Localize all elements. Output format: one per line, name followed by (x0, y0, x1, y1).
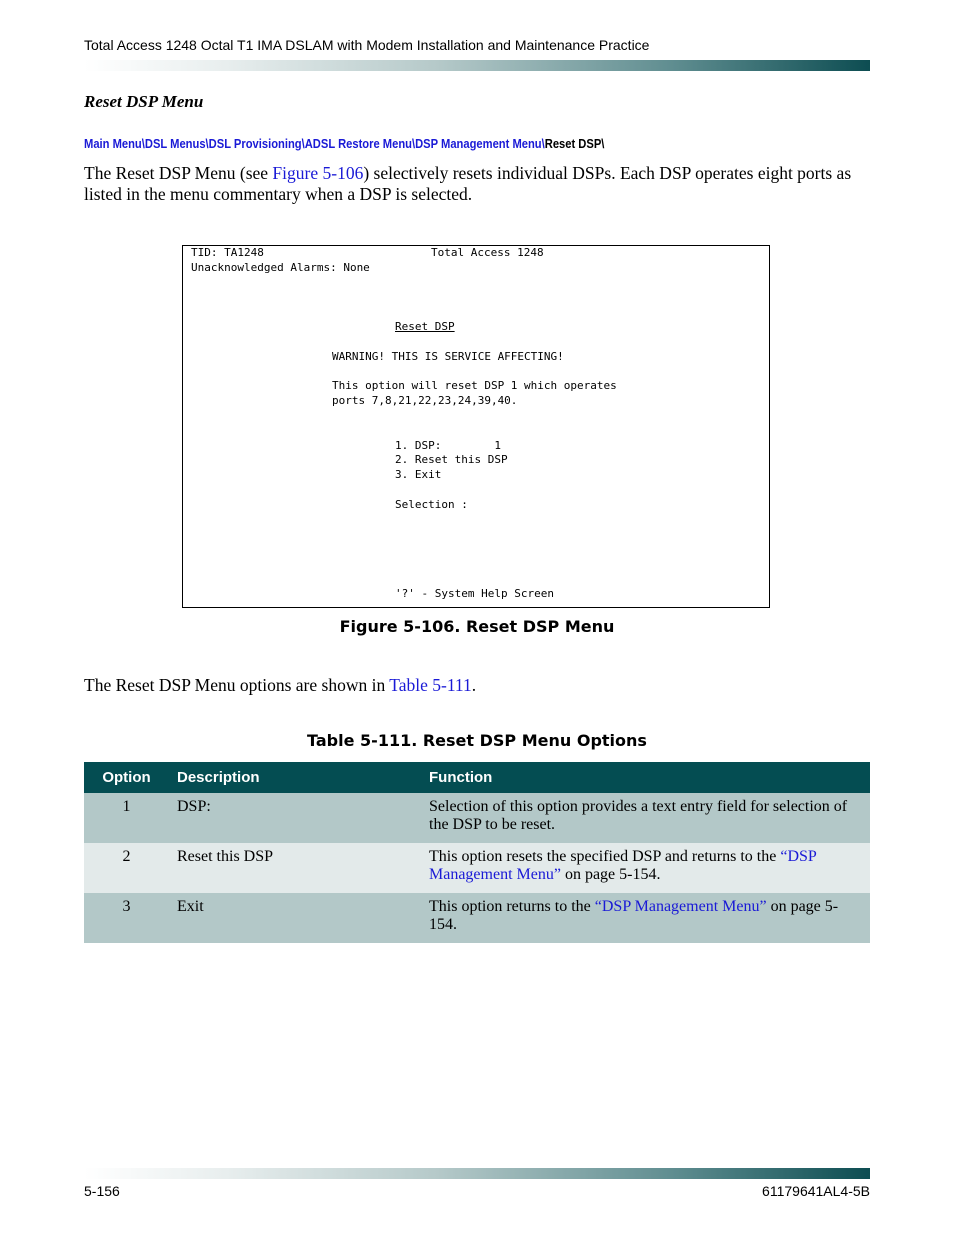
terminal-selection-prompt[interactable]: Selection : (395, 498, 468, 511)
table-reference-link[interactable]: Table 5-111 (389, 675, 472, 695)
breadcrumb-current: Reset DSP\ (544, 136, 605, 151)
table-caption: Table 5-111. Reset DSP Menu Options (307, 731, 647, 750)
breadcrumb-link-dsp-management-menu[interactable]: DSP Management Menu\ (415, 136, 545, 151)
breadcrumb-link-main-menu[interactable]: Main Menu\ (84, 136, 145, 151)
cell-description: Exit (169, 893, 421, 943)
terminal-warning: WARNING! THIS IS SERVICE AFFECTING! (332, 350, 564, 363)
table-row (84, 793, 870, 843)
cell-description: DSP: (169, 793, 421, 843)
header-rule-bar (84, 60, 870, 71)
figure-reference-link[interactable]: Figure 5-106 (272, 163, 364, 183)
table-header-row (84, 762, 870, 793)
terminal-alarms: Unacknowledged Alarms: None (191, 261, 370, 274)
options-intro-paragraph (84, 675, 874, 696)
breadcrumb (84, 136, 604, 151)
terminal-system-name: Total Access 1248 (431, 246, 544, 259)
intro-text-before: The Reset DSP Menu (see (84, 163, 273, 183)
function-text: Selection of this option provides a text entry field for selection of the DSP to be reset. (429, 798, 848, 833)
breadcrumb-link-adsl-restore-menu[interactable]: ADSL Restore Menu\ (304, 136, 416, 151)
column-header-description: Description (169, 762, 421, 793)
cell-option: 2 (84, 843, 169, 893)
options-intro-before: The Reset DSP Menu options are shown in (84, 675, 390, 695)
terminal-menu-title: Reset DSP (395, 320, 455, 333)
figure-caption: Figure 5-106. Reset DSP Menu (339, 617, 615, 636)
terminal-option-dsp[interactable]: 1. DSP: 1 (395, 439, 501, 452)
function-text-after: on page 5-154. (429, 898, 839, 933)
cell-function (421, 793, 870, 843)
terminal-tid: TID: TA1248 (191, 246, 264, 259)
terminal-screen (182, 245, 770, 608)
table-row (84, 843, 870, 893)
function-text-after: on page 5-154. (560, 866, 661, 883)
terminal-option-exit[interactable]: 3. Exit (395, 468, 442, 481)
intro-paragraph (84, 163, 874, 205)
cell-option: 3 (84, 893, 169, 943)
dsp-management-menu-link[interactable]: “DSP Management Menu” (594, 898, 767, 915)
terminal-info-line-2: ports 7,8,21,22,23,24,39,40. (332, 394, 518, 407)
dsp-management-menu-link[interactable]: “DSP Management Menu” (429, 848, 817, 883)
function-text: This option resets the specified DSP and returns to the (429, 848, 781, 865)
cell-description: Reset this DSP (169, 843, 421, 893)
terminal-info-line-1: This option will reset DSP 1 which operates (332, 379, 617, 392)
terminal-option-reset[interactable]: 2. Reset this DSP (395, 453, 508, 466)
section-title: Reset DSP Menu (84, 92, 204, 111)
cell-function (421, 843, 870, 893)
cell-function (421, 893, 870, 943)
terminal-help-hint: '?' - System Help Screen (395, 587, 554, 600)
intro-text-after: ) selectively resets individual DSPs. Each DSP operates eight ports as listed in the menu commentary when a DSP is selected. (84, 163, 852, 204)
function-text: This option returns to the (429, 898, 595, 915)
breadcrumb-link-dsl-provisioning[interactable]: DSL Provisioning\ (208, 136, 305, 151)
column-header-option: Option (84, 762, 169, 793)
breadcrumb-link-dsl-menus[interactable]: DSL Menus\ (144, 136, 209, 151)
column-header-function: Function (421, 762, 870, 793)
footer-rule-bar (84, 1168, 870, 1179)
options-intro-after: . (471, 675, 477, 695)
document-number: 61179641AL4-5B (762, 1183, 870, 1199)
page-number: 5-156 (84, 1183, 120, 1199)
document-header-title: Total Access 1248 Octal T1 IMA DSLAM with Modem Installation and Maintenance Practice (84, 37, 650, 53)
options-table (84, 762, 870, 943)
table-row (84, 893, 870, 943)
cell-option: 1 (84, 793, 169, 843)
